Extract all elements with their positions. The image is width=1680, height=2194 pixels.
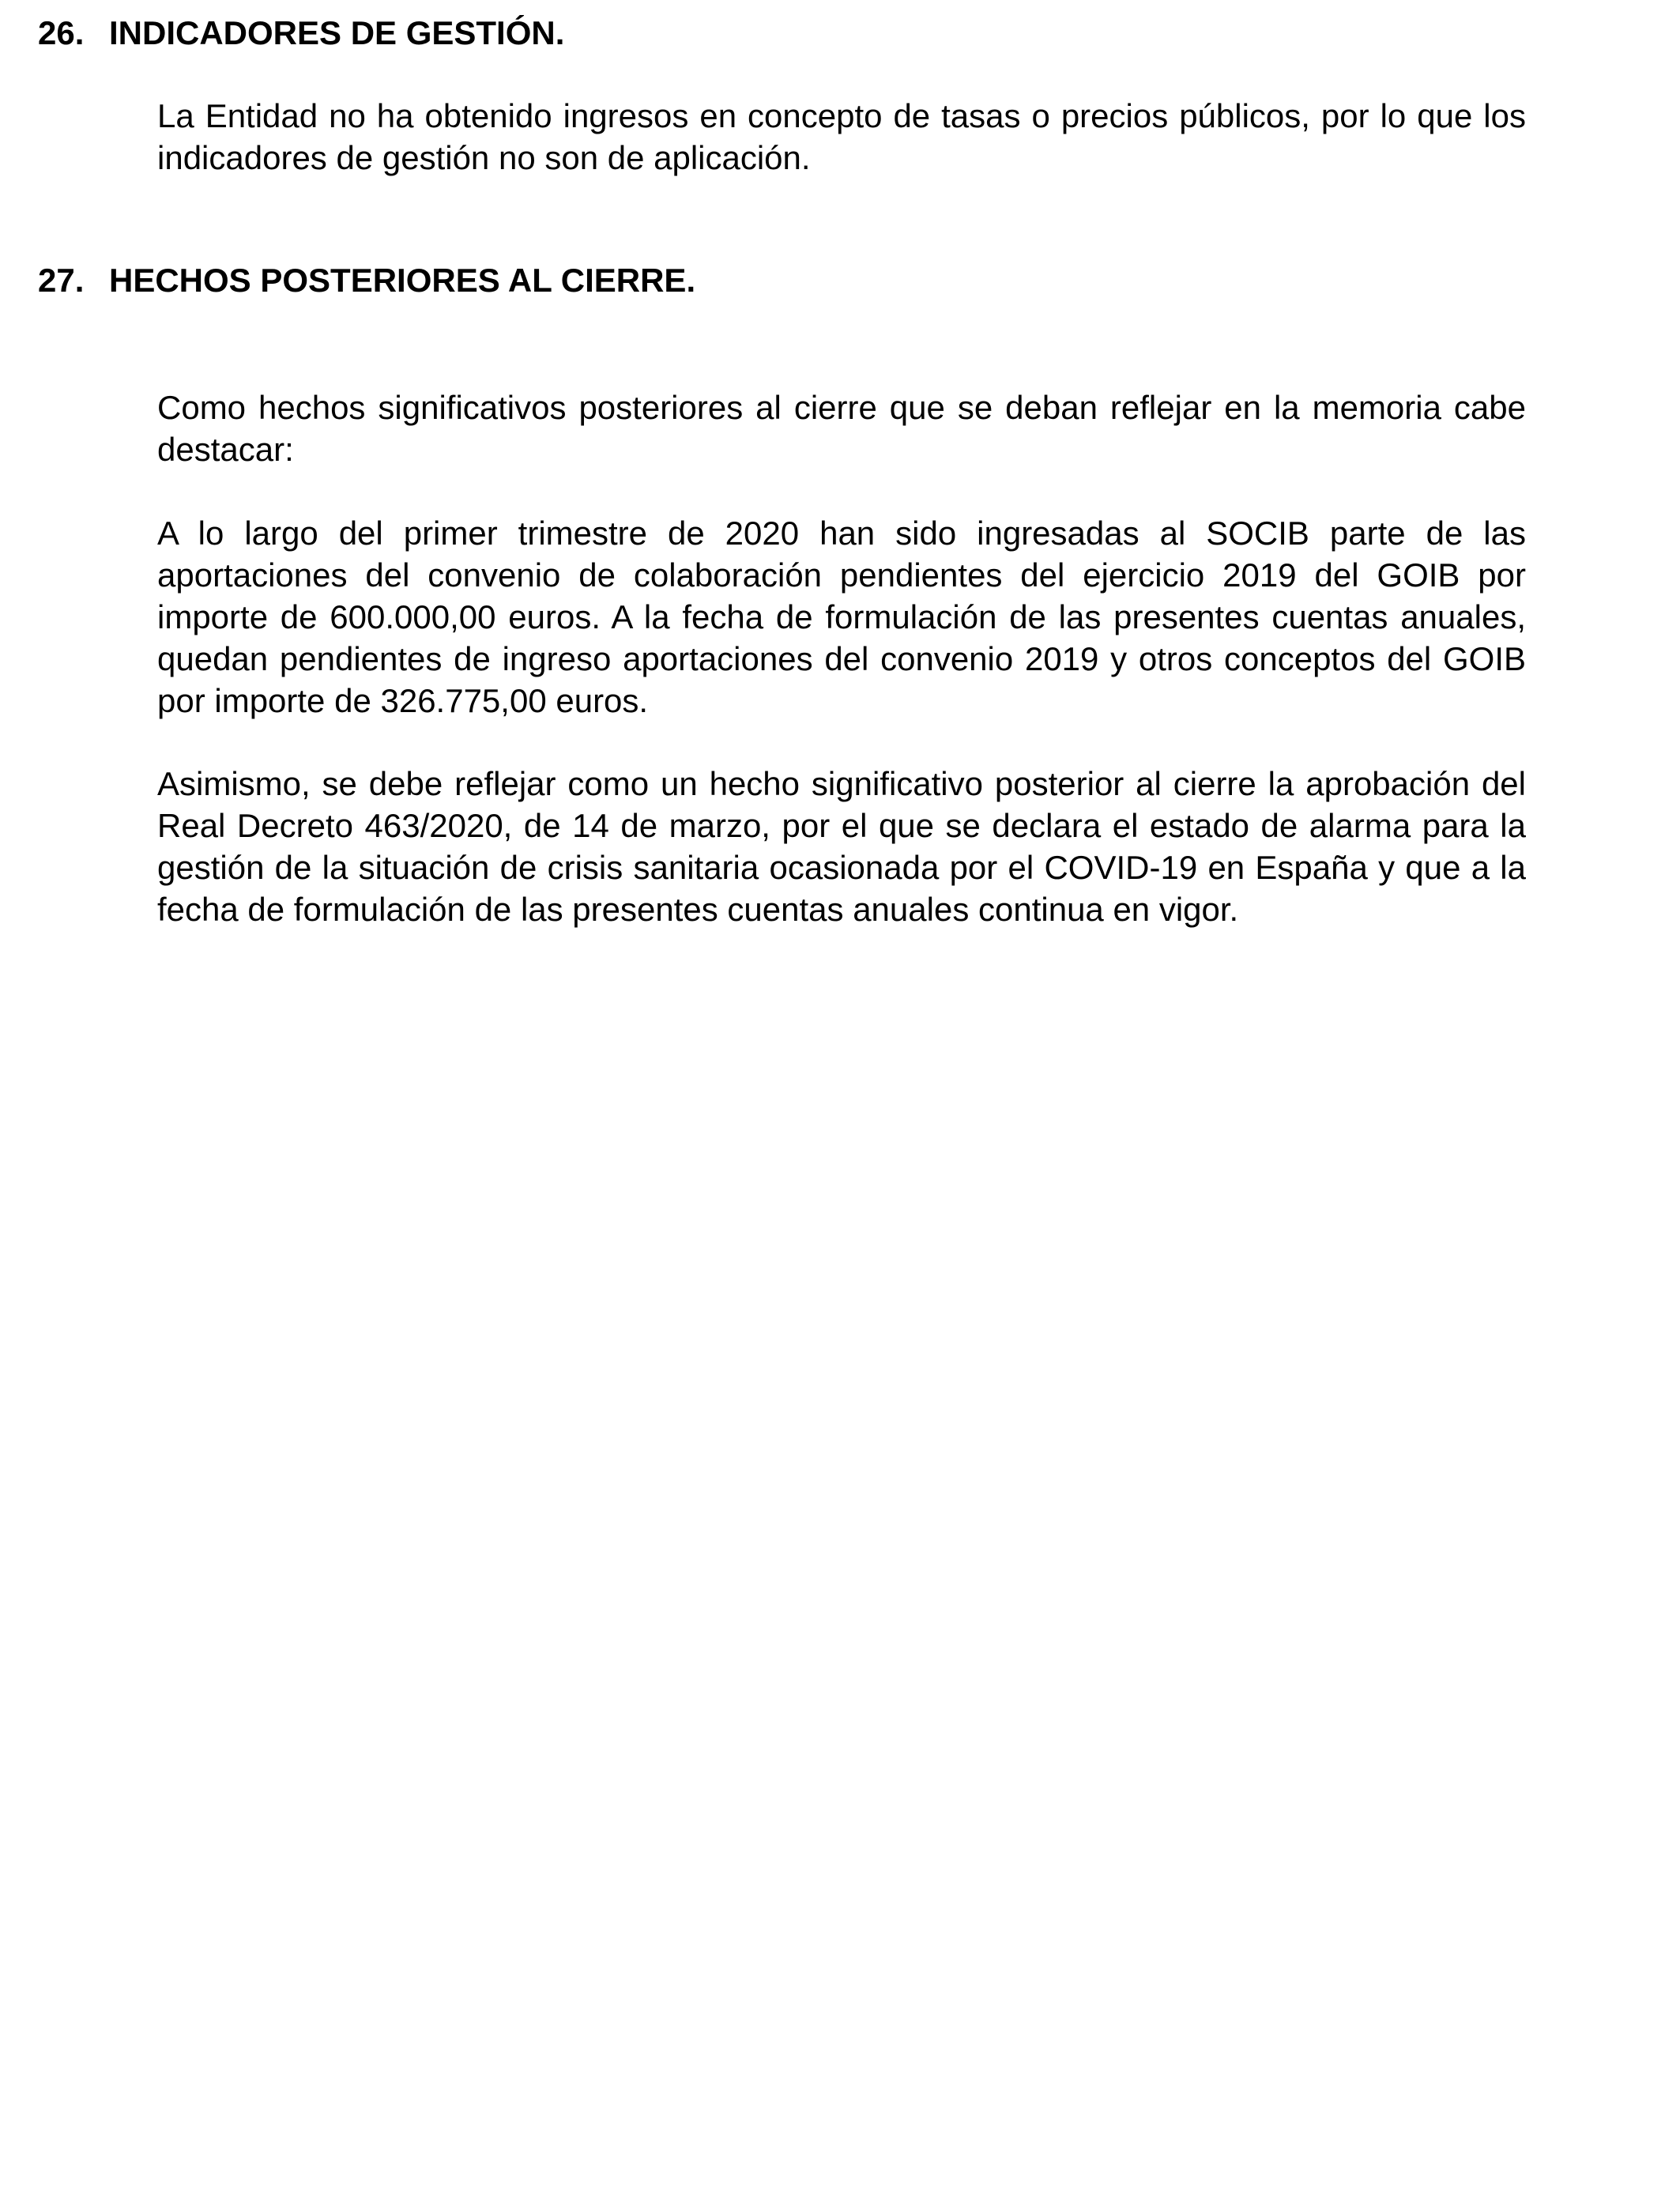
section-26-heading [38,14,564,52]
section-26-number: 26. [38,14,85,51]
section-27-paragraph-1: Como hechos significativos posteriores al cierre que se deban reflejar en la memoria cabe destacar: [157,389,1526,468]
section-27-number: 27. [38,262,85,299]
section-27-title: HECHOS POSTERIORES AL CIERRE. [109,262,696,299]
section-27-paragraph-2: A lo largo del primer trimestre de 2020 han sido ingresadas al SOCIB parte de las aportaciones del convenio de colaboración pendientes del ejercicio 2019 del GOIB por importe de 600.000,00 euros. A la fecha de formulación de las presentes cuentas anuales, quedan pendientes de ingreso aportaciones del convenio 2019 y otros conceptos del GOIB por importe de 326.775,00 euros. [157,515,1526,719]
section-26-paragraph-1: La Entidad no ha obtenido ingresos en concepto de tasas o precios públicos, por lo que los indicadores de gestión no son de aplicación. [157,97,1526,176]
section-27-paragraph-3: Asimismo, se debe reflejar como un hecho significativo posterior al cierre la aprobación del Real Decreto 463/2020, de 14 de marzo, por el que se declara el estado de alarma para la gestión de la situación de crisis sanitaria ocasionada por el COVID-19 en España y que a la fecha de formulación de las presentes cuentas anuales continua en vigor. [157,765,1526,928]
section-26-title: INDICADORES DE GESTIÓN. [109,14,565,51]
section-27-heading [38,262,695,300]
